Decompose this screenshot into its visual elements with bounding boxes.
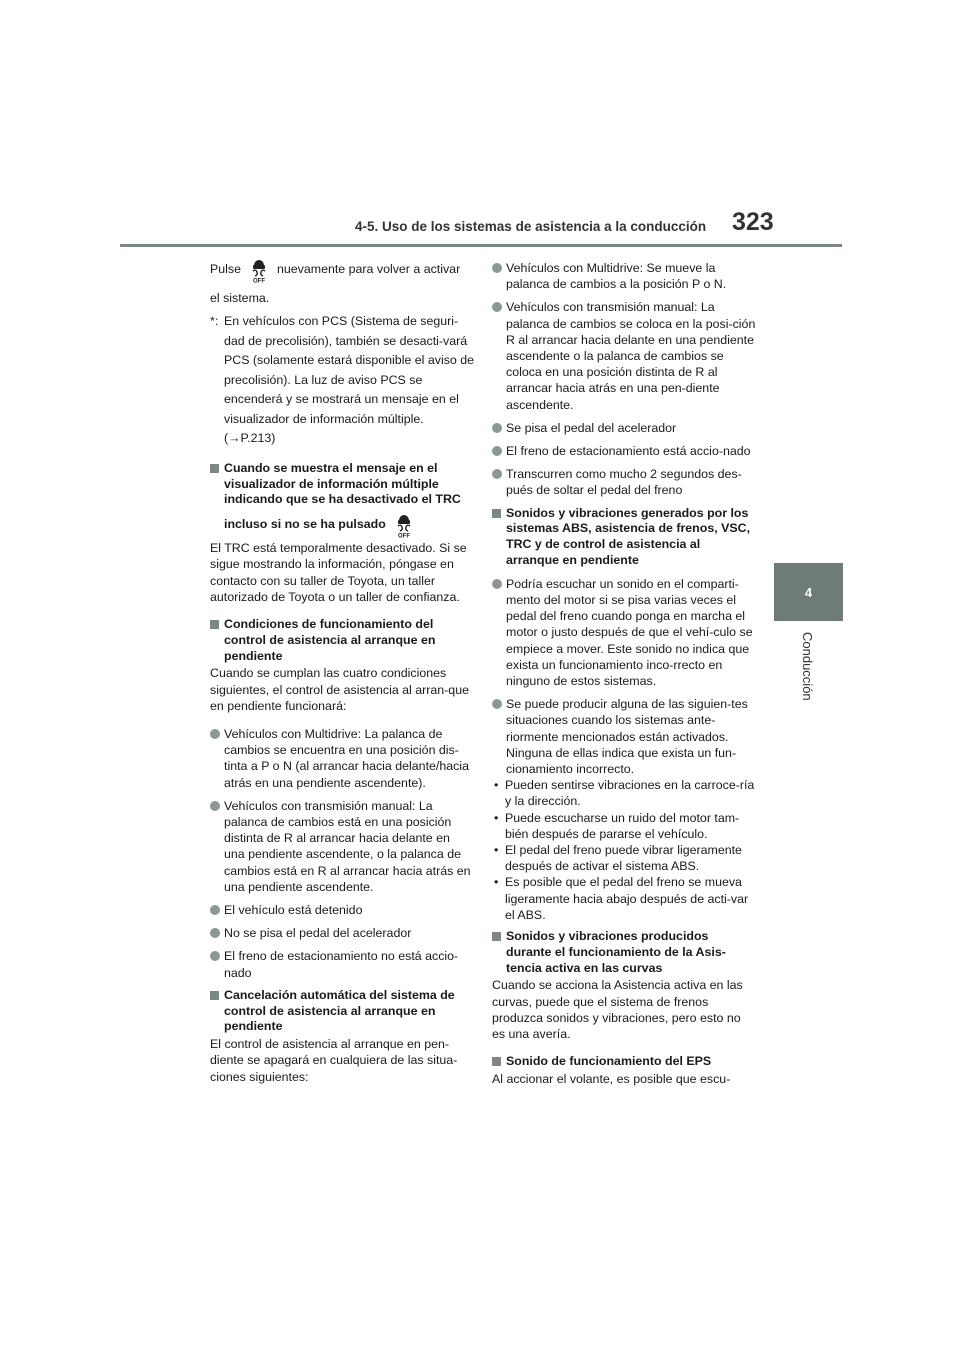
header-rule [120,244,842,247]
list-item: El vehículo está detenido [210,902,474,918]
list-item: Vehículos con transmisión manual: La palanca de cambios se coloca en la posi-ción R al arrancar hacia delante en una pendiente ascendente o la palanca de cambios se coloca en una posición distinta de R al arrancar hacia atrás en una pen-diente ascendente. [492,299,756,412]
svg-text:OFF: OFF [397,533,410,538]
bullet-dot-icon [492,263,502,273]
list-item: El freno de estacionamiento no está accio-nado [210,948,474,980]
bullet-dot-icon [492,423,502,433]
vsc-off-icon [394,512,414,538]
list-item: Se puede producir alguna de las siguien-tes situaciones cuando los sistemas ante-riormente mencionados están activados. Ninguna de ellas indica que exista un fun-cionamiento incorrecto. [492,696,756,777]
section-title: 4-5. Uso de los sistemas de asistencia a la conducción [355,219,707,234]
bullet-dot-icon [492,302,502,312]
list-item: Vehículos con transmisión manual: La palanca de cambios está en una posición distinta de R al arrancar hacia delante en una pendiente ascendente, o la palanca de cambios está en R al arrancar hacia atrás en una pendiente ascendente. [210,798,474,895]
heading-square-icon [210,464,219,473]
heading-square-icon [492,932,501,941]
heading-active-cornering: Sonidos y vibraciones producidos durante el funcionamiento de la Asis-tencia activa en las curvas [492,929,756,976]
list-item: Vehículos con Multidrive: La palanca de cambios se encuentra en una posición dis-tinta a P o N (al arrancar hacia delante/hacia atrás en una pendiente ascendente). [210,726,474,791]
heading-square-icon [210,991,219,1000]
heading-abs-sounds: Sonidos y vibraciones generados por los sistemas ABS, asistencia de frenos, VSC, TRC y de control de asistencia al arranque en pendiente [492,506,756,569]
right-column [492,260,756,1093]
left-column [210,260,474,1091]
sub-list-item: • Pueden sentirse vibraciones en la carroce-ría y la dirección. [494,778,755,809]
footnote: *: En vehículos con PCS (Sistema de seguri-dad de precolisión), también se desacti-vará PCS (solamente estará disponible el aviso de precolisión). La luz de aviso PCS se encenderá y se mostrará un mensaje en el visualizador de información múltiple. (→P.213) [210,314,475,446]
paragraph: Cuando se acciona la Asistencia activa en las curvas, puede que el sistema de frenos produzca sonidos y vibraciones, pero esto no es una avería. [492,978,743,1042]
chapter-number: 4 [804,584,813,600]
chapter-label: Conducción [800,632,815,701]
list-item: El freno de estacionamiento está accio-nado [492,443,756,459]
bullet-dot-icon [492,699,502,709]
bullet-dot-icon [210,801,220,811]
sub-list-item: • Es posible que el pedal del freno se mueva ligeramente hacia abajo después de acti-var el ABS. [494,875,749,922]
paragraph: Cuando se cumplan las cuatro condiciones siguientes, el control de asistencia al arran-que en pendiente funcionará: [210,666,469,713]
bullet-dot-icon [210,928,220,938]
vsc-off-icon [249,257,269,283]
svg-text:OFF: OFF [253,278,265,283]
heading-square-icon [492,1057,501,1066]
list-item: Transcurren como mucho 2 segundos des-pués de soltar el pedal del freno [492,466,756,498]
list-item: No se pisa el pedal del acelerador [210,925,474,941]
paragraph: Al accionar el volante, es posible que escu- [492,1072,731,1087]
chapter-tab [774,563,843,621]
heading-trc-message: Cuando se muestra el mensaje en el visualizador de información múltiple indicando que se ha desactivado el TRC [210,461,474,508]
list-item: Vehículos con Multidrive: Se mueve la palanca de cambios a la posición P o N. [492,260,756,292]
pulse-end: el sistema. [210,291,270,305]
list-item: Se pisa el pedal del acelerador [492,420,756,436]
heading-eps-sound: Sonido de funcionamiento del EPS [492,1054,756,1070]
paragraph: El TRC está temporalmente desactivado. Si se sigue mostrando la información, póngase en contacto con su taller de Toyota, un taller autorizado de Toyota o un taller de confianza. [210,541,467,604]
bullet-dot-icon [210,729,220,739]
heading-auto-cancel: Cancelación automática del sistema de control de asistencia al arranque en pendiente [210,988,474,1035]
bullet-dot-icon [210,951,220,961]
heading-square-icon [210,620,219,629]
heading-trc-message-tail: incluso si no se ha pulsado OFF [210,509,474,539]
pulse-instruction: Pulse OFF nuevamente para volver a activar [210,254,474,284]
paragraph: El control de asistencia al arranque en pen-diente se apagará en cualquiera de las situa-ciones siguientes: [210,1037,458,1084]
sub-list-item: • Puede escucharse un ruido del motor tam-bién después de pararse el vehículo. [494,810,740,841]
bullet-dot-icon [492,446,502,456]
heading-hill-start-conditions: Condiciones de funcionamiento del control de asistencia al arranque en pendiente [210,617,474,664]
bullet-dot-icon [492,469,502,479]
bullet-dot-icon [210,905,220,915]
bullet-dot-icon [492,579,502,589]
page-number: 323 [732,208,774,236]
heading-square-icon [492,509,501,518]
sub-list-item: • El pedal del freno puede vibrar ligeramente después de activar el sistema ABS. [494,843,742,874]
list-item: Podría escuchar un sonido en el comparti-mento del motor si se pisa varias veces el pedal del freno cuando ponga en marcha el motor o justo después de que el vehí-culo se empiece a mover. Este sonido no indica que exista un funcionamiento inco-rrecto en ninguno de estos sistemas. [492,576,756,689]
